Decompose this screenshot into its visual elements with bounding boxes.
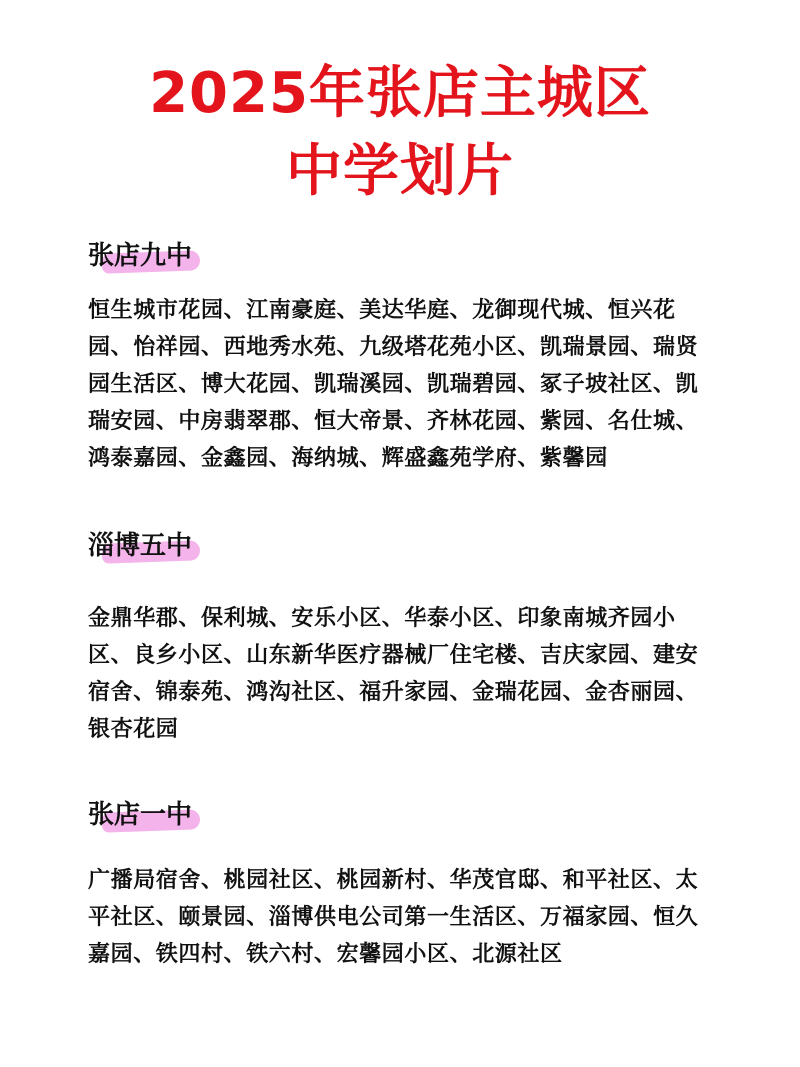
page-title-line1: 2025年张店主城区 (149, 61, 651, 126)
section-heading-text: 淄博五中 (88, 531, 193, 561)
section-heading-zibo-5 (88, 528, 192, 564)
page-title-line2: 中学划片 (286, 139, 514, 204)
section-heading-zhangdian-9 (88, 238, 192, 274)
section-heading-zhangdian-1 (88, 797, 192, 833)
section-district-list: 恒生城市花园、江南豪庭、美达华庭、龙御现代城、恒兴花园、怡祥园、西地秀水苑、九级塔花苑小区、凯瑞景园、瑞贤园生活区、博大花园、凯瑞溪园、凯瑞碧园、冢子坡社区、凯瑞安园、中房翡翠郡、恒大帝景、齐林花园、紫园、名仕城、鸿泰嘉园、金鑫园、海纳城、辉盛鑫苑学府、紫馨园 (88, 298, 699, 471)
section-heading-text: 张店九中 (88, 241, 193, 271)
section-heading-text: 张店一中 (88, 800, 193, 830)
section-district-list: 广播局宿舍、桃园社区、桃园新村、华茂官邸、和平社区、太平社区、颐景园、淄博供电公司第一生活区、万福家园、恒久嘉园、铁四村、铁六村、宏馨园小区、北源社区 (88, 868, 699, 967)
section-district-list: 金鼎华郡、保利城、安乐小区、华泰小区、印象南城齐园小区、良乡小区、山东新华医疗器械厂住宅楼、吉庆家园、建安宿舍、锦泰苑、鸿沟社区、福升家园、金瑞花园、金杏丽园、银杏花园 (88, 606, 699, 742)
